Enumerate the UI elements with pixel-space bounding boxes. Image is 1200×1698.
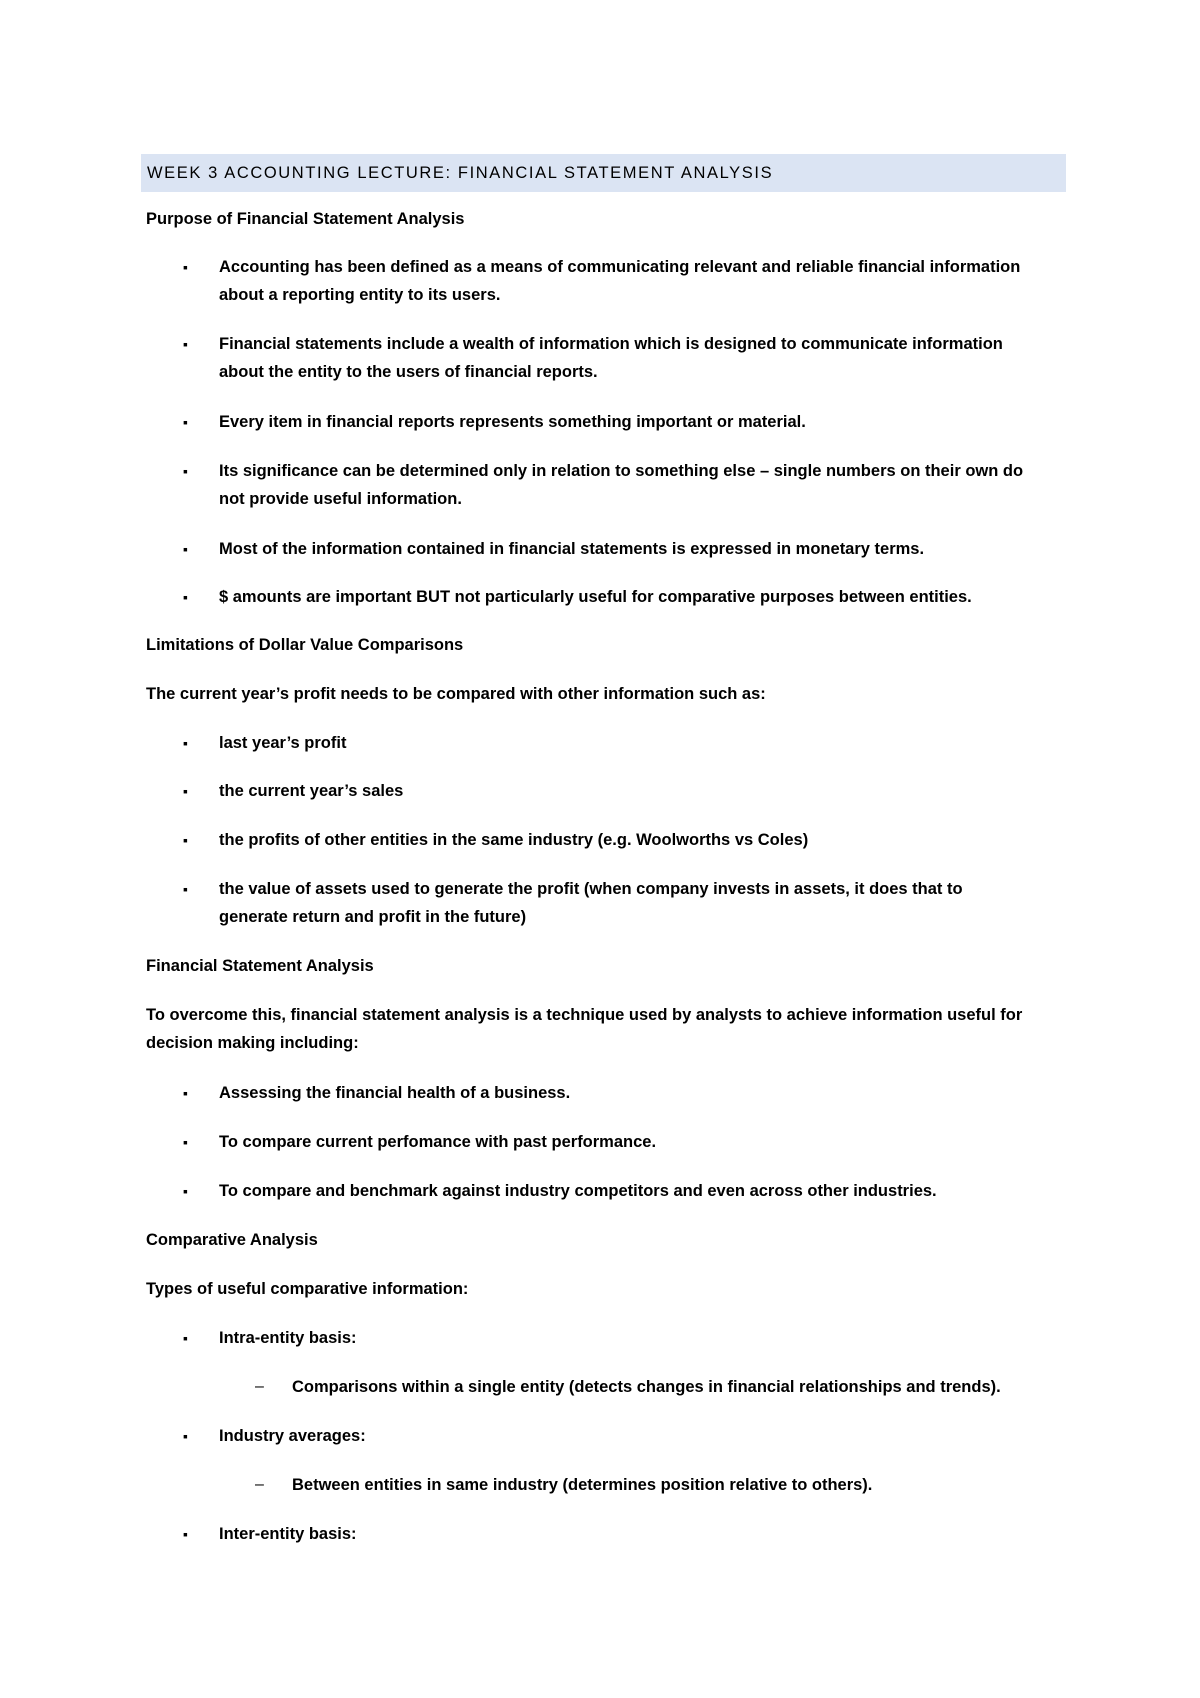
section-intro: The current year’s profit needs to be compared with other information such as: <box>146 685 766 703</box>
bullet-icon: ▪ <box>183 1330 188 1346</box>
bullet-icon: ▪ <box>183 832 188 848</box>
bullet-icon: ▪ <box>183 881 188 897</box>
list-item-line: about the entity to the users of financial reports. <box>219 363 598 381</box>
list-item-line: generate return and profit in the future) <box>219 908 527 926</box>
section-heading-purpose: Purpose of Financial Statement Analysis <box>146 210 465 228</box>
sub-list-item: Comparisons within a single entity (detects changes in financial relationships and trends). <box>292 1378 1001 1396</box>
section-heading-comparative: Comparative Analysis <box>146 1231 318 1249</box>
list-item-line: the profits of other entities in the same industry (e.g. Woolworths vs Coles) <box>219 831 809 849</box>
document-title: WEEK 3 ACCOUNTING LECTURE: FINANCIAL STATEMENT ANALYSIS <box>147 163 774 182</box>
dash-icon: – <box>255 1476 264 1493</box>
list-item-line: To compare current perfomance with past performance. <box>219 1133 657 1151</box>
bullet-icon: ▪ <box>183 589 188 605</box>
bullet-icon: ▪ <box>183 1183 188 1199</box>
bullet-icon: ▪ <box>183 541 188 557</box>
bullet-icon: ▪ <box>183 463 188 479</box>
list-item-line: Assessing the financial health of a business. <box>219 1084 571 1102</box>
list-item-line: Industry averages: <box>219 1427 366 1445</box>
bullet-icon: ▪ <box>183 414 188 430</box>
bullet-icon: ▪ <box>183 1526 188 1542</box>
sub-list-item: Between entities in same industry (determines position relative to others). <box>292 1476 873 1494</box>
list-item-line: last year’s profit <box>219 734 347 752</box>
list-item-line: Intra-entity basis: <box>219 1329 357 1347</box>
list-item-line: about a reporting entity to its users. <box>219 286 501 304</box>
section-intro: Types of useful comparative information: <box>146 1280 469 1298</box>
list-item-line: To compare and benchmark against industry competitors and even across other industries. <box>219 1182 937 1200</box>
section-heading-fsa: Financial Statement Analysis <box>146 957 374 975</box>
list-item-line: Accounting has been defined as a means of communicating relevant and reliable financial information <box>219 258 1021 276</box>
bullet-icon: ▪ <box>183 259 188 275</box>
list-item-line: Most of the information contained in financial statements is expressed in monetary terms. <box>219 540 925 558</box>
bullet-icon: ▪ <box>183 735 188 751</box>
list-item-line: Every item in financial reports represents something important or material. <box>219 413 806 431</box>
bullet-icon: ▪ <box>183 336 188 352</box>
bullet-icon: ▪ <box>183 1085 188 1101</box>
list-item-line: not provide useful information. <box>219 490 462 508</box>
dash-icon: – <box>255 1378 264 1395</box>
bullet-icon: ▪ <box>183 783 188 799</box>
list-item-line: Inter-entity basis: <box>219 1525 357 1543</box>
section-intro: To overcome this, financial statement analysis is a technique used by analysts to achieve information useful for <box>146 1006 1023 1024</box>
list-item-line: $ amounts are important BUT not particularly useful for comparative purposes between entities. <box>219 588 972 606</box>
section-heading-limitations: Limitations of Dollar Value Comparisons <box>146 636 464 654</box>
list-item-line: the value of assets used to generate the profit (when company invests in assets, it does that to <box>219 880 963 898</box>
list-item-line: Its significance can be determined only in relation to something else – single numbers on their own do <box>219 462 1024 480</box>
bullet-icon: ▪ <box>183 1134 188 1150</box>
list-item-line: Financial statements include a wealth of information which is designed to communicate information <box>219 335 1003 353</box>
document-title-bar <box>141 154 1066 192</box>
list-item-line: the current year’s sales <box>219 782 404 800</box>
section-intro: decision making including: <box>146 1034 359 1052</box>
bullet-icon: ▪ <box>183 1428 188 1444</box>
